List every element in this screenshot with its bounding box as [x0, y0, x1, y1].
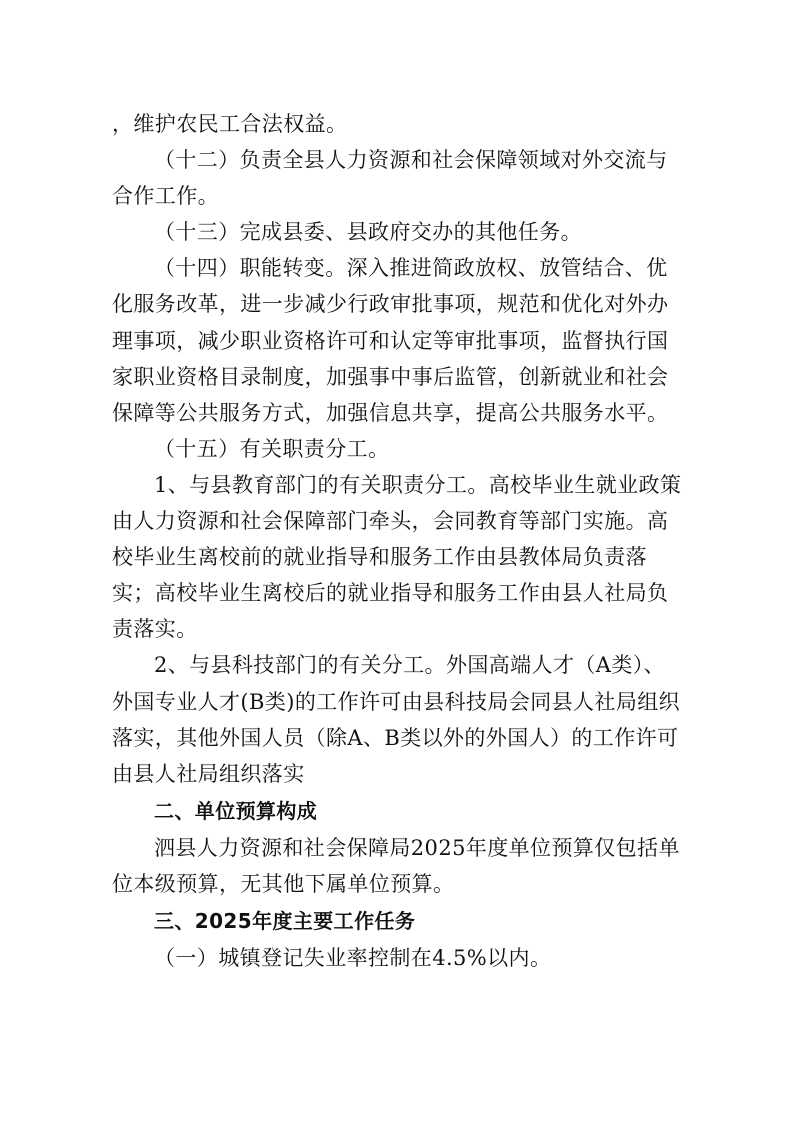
document-body — [112, 106, 686, 976]
paragraph-division-technology: 2、与县科技部门的有关分工。外国高端人才（A类）、外国专业人才(B类)的工作许可由县科技局会同县人社局组织落实，其他外国人员（除A、B类以外的外国人）的工作许可由县人社局组织落实 — [112, 653, 681, 786]
section-heading-main-tasks: 三、2025年度主要工作任务 — [154, 908, 416, 933]
paragraph-item-13: （十三）完成县委、县政府交办的其他任务。 — [154, 220, 582, 245]
paragraph-budget-composition: 泗县人力资源和社会保障局2025年度单位预算仅包括单位本级预算，无其他下属单位预算。 — [112, 835, 680, 896]
paragraph-continuation: ，维护农民工合法权益。 — [112, 112, 348, 136]
section-heading-budget-composition: 二、单位预算构成 — [154, 798, 318, 823]
paragraph-item-14: （十四）职能转变。深入推进简政放权、放管结合、优化服务改革，进一步减少行政审批事项，规范和优化对外办理事项，减少职业资格许可和认定等审批事项，监督执行国家职业资格目录制度，加强事中事后监管，创新就业和社会保障等公共服务方式，加强信息共享，提高公共服务水平。 — [112, 256, 669, 425]
paragraph-task-1: （一）城镇登记失业率控制在4.5%以内。 — [154, 945, 552, 970]
paragraph-item-15: （十五）有关职责分工。 — [154, 436, 390, 461]
paragraph-item-12: （十二）负责全县人力资源和社会保障领域对外交流与合作工作。 — [112, 148, 668, 209]
paragraph-division-education: 1、与县教育部门的有关职责分工。高校毕业生就业政策由人力资源和社会保障部门牵头，会同教育等部门实施。高校毕业生离校前的就业指导和服务工作由县教体局负责落实；高校毕业生离校后的就业指导和服务工作由县人社局负责落实。 — [112, 472, 682, 642]
